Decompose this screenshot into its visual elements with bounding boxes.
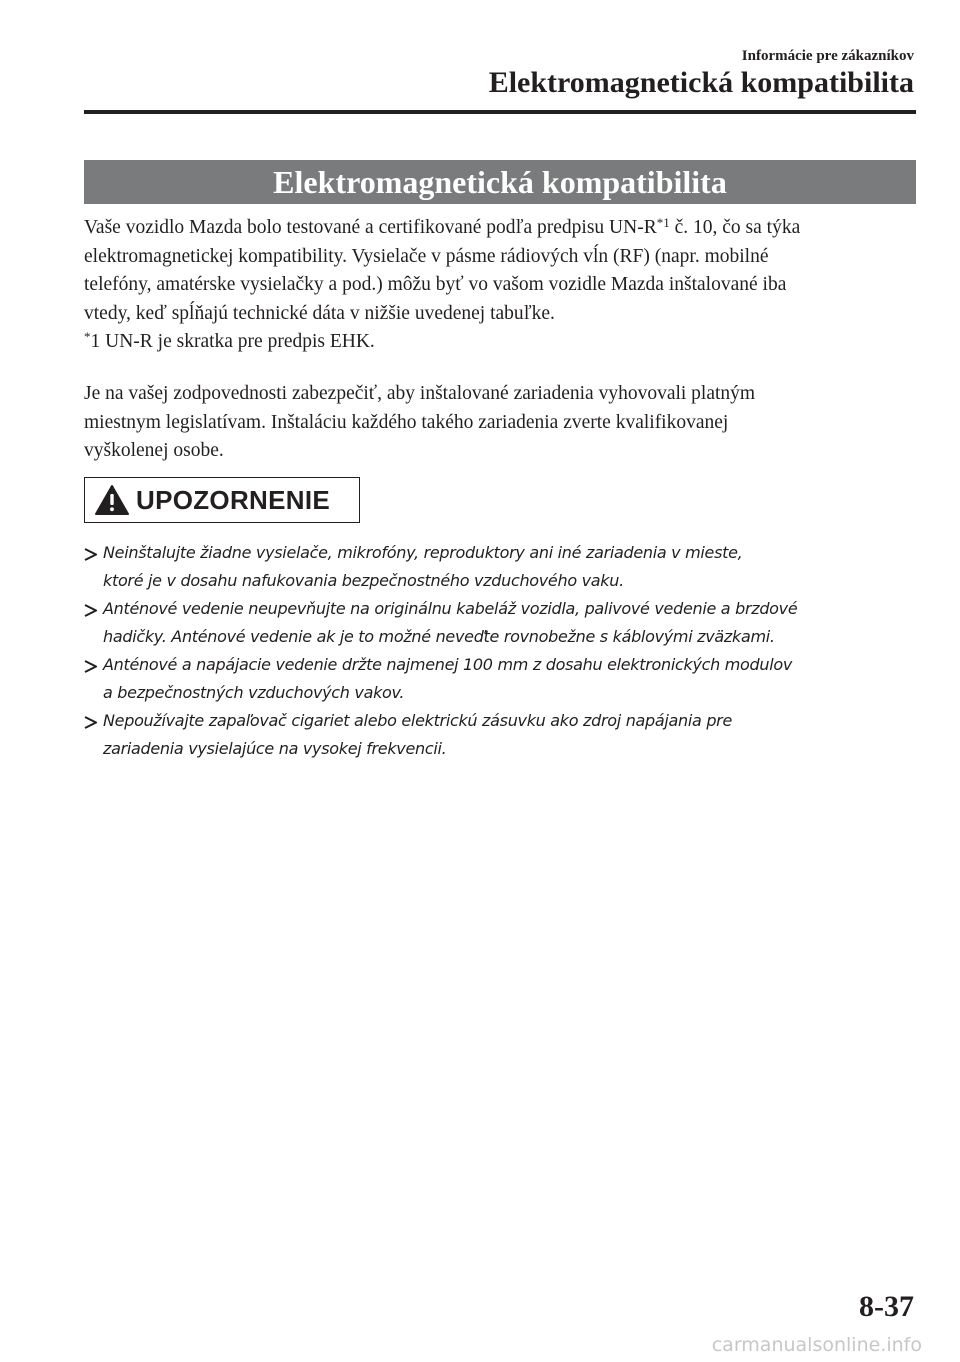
arrow-bullet-icon <box>84 548 97 561</box>
caution-box <box>84 477 360 523</box>
warning-line: a bezpečnostných vzduchových vakov. <box>103 683 405 702</box>
arrow-bullet-icon <box>84 716 97 729</box>
intro-line-1-text: Vaše vozidlo Mazda bolo testované a certifikované podľa predpisu UN-R <box>84 217 657 238</box>
footnote-reference: *1 <box>656 215 670 230</box>
intro-line-1-end: č. 10, čo sa týka <box>669 217 801 238</box>
arrow-bullet-icon <box>84 604 97 617</box>
intro-line-3: telefóny, amatérske vysielačky a pod.) môžu byť vo vašom vozidle Mazda inštalované iba <box>84 274 787 295</box>
responsibility-line-1: Je na vašej zodpovednosti zabezpečiť, aby inštalované zariadenia vyhovovali platným <box>84 383 756 404</box>
warning-line: Anténové a napájacie vedenie držte najmenej 100 mm z dosahu elektronických modulov <box>103 655 793 674</box>
intro-line-4: vtedy, keď spĺňajú technické dáta v nižšie uvedenej tabuľke. <box>84 302 555 324</box>
section-title: Elektromagnetická kompatibilita <box>84 160 916 204</box>
header-subtitle: Informácie pre zákazníkov <box>741 48 914 64</box>
intro-line-2: elektromagnetickej kompatibility. Vysielače v pásme rádiových vĺn (RF) (napr. mobilné <box>84 245 769 267</box>
warning-list <box>84 539 919 763</box>
footnote-marker: * <box>84 329 91 344</box>
warning-line: zariadenia vysielajúce na vysokej frekvencii. <box>103 739 447 758</box>
warning-item <box>84 539 919 595</box>
warning-line: Neinštalujte žiadne vysielače, mikrofóny, reproduktory ani iné zariadenia v mieste, <box>103 543 743 562</box>
arrow-bullet-icon <box>84 660 97 673</box>
responsibility-line-3: vyškolenej osobe. <box>84 440 224 461</box>
intro-line-1 <box>84 214 919 243</box>
header-rule <box>84 110 916 114</box>
warning-item <box>84 595 919 651</box>
responsibility-line-2: miestnym legislatívam. Inštaláciu každého takého zariadenia zverte kvalifikovanej <box>84 411 729 433</box>
header-title: Elektromagnetická kompatibilita <box>488 66 914 99</box>
watermark: carmanualsonline.info <box>711 1334 922 1356</box>
responsibility-paragraph <box>84 380 919 466</box>
warning-item <box>84 707 919 763</box>
warning-line: ktoré je v dosahu nafukovania bezpečnostného vzduchového vaku. <box>103 571 624 590</box>
intro-paragraph <box>84 214 919 328</box>
warning-triangle-icon <box>94 484 130 516</box>
warning-line: hadičky. Anténové vedenie ak je to možné neveďte rovnobežne s káblovými zväzkami. <box>103 627 775 646</box>
footnote <box>84 328 919 357</box>
page-number: 8-37 <box>859 1290 914 1323</box>
warning-item <box>84 651 919 707</box>
caution-label: UPOZORNENIE <box>136 484 330 515</box>
warning-line: Nepoužívajte zapaľovač cigariet alebo elektrickú zásuvku ako zdroj napájania pre <box>103 711 733 730</box>
footnote-text: 1 UN-R je skratka pre predpis EHK. <box>90 331 375 352</box>
warning-line: Anténové vedenie neupevňujte na originálnu kabeláž vozidla, palivové vedenie a brzdové <box>103 599 798 618</box>
